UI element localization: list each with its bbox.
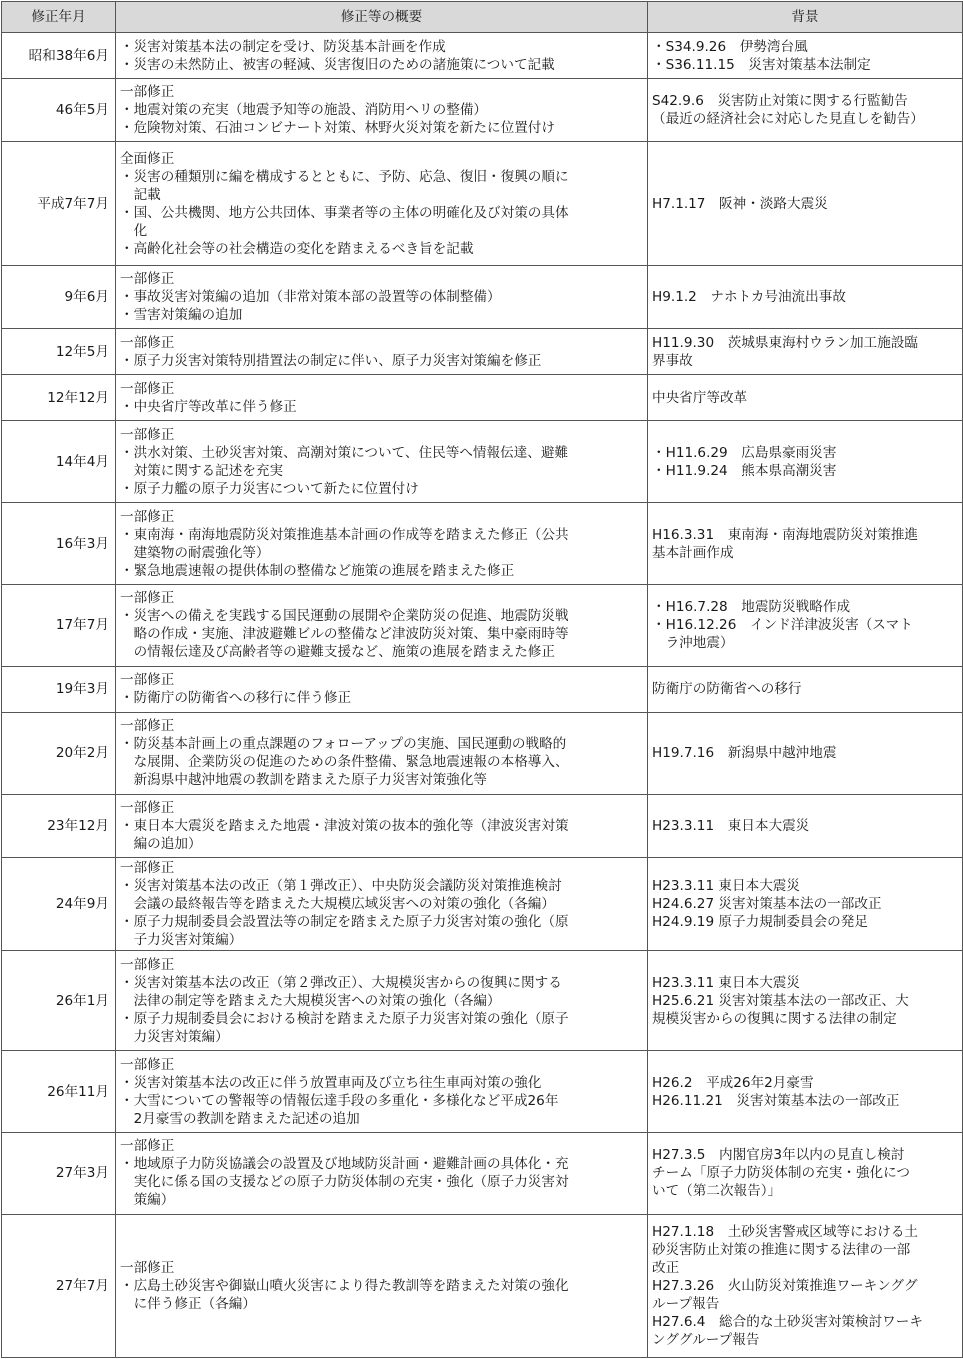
summary-cell bbox=[116, 794, 648, 857]
summary-line: 一部修正 bbox=[120, 334, 175, 351]
revision-date-cell: 9年6月 bbox=[2, 266, 116, 329]
background-line: H27.3.26 火山防災対策推進ワーキンググ bbox=[652, 1277, 918, 1294]
summary-line: ・広島土砂災害や御嶽山噴火災害により得た教訓等を踏まえた対策の強化 bbox=[120, 1277, 569, 1294]
background-line: ・S36.11.15 災害対策基本法制定 bbox=[652, 56, 871, 73]
summary-line: ・雪害対策編の追加 bbox=[120, 307, 243, 324]
background-line: ・S34.9.26 伊勢湾台風 bbox=[652, 38, 808, 55]
summary-line: ・国、公共機関、地方公共団体、事業者等の主体の明確化及び対策の具体 bbox=[120, 204, 569, 221]
background-line: いて（第二次報告）」 bbox=[652, 1183, 782, 1200]
background-line: H11.9.30 茨城県東海村ウラン加工施設臨 bbox=[652, 334, 919, 351]
summary-line: ・原子力災害対策特別措置法の制定に伴い、原子力災害対策編を修正 bbox=[120, 352, 542, 369]
background-line: 砂災害防止対策の推進に関する法律の一部 bbox=[652, 1241, 911, 1258]
summary-cell bbox=[116, 1051, 648, 1133]
header-row bbox=[2, 2, 963, 33]
summary-line: 法律の制定等を踏まえた大規模災害への対策の強化（各編） bbox=[120, 992, 501, 1009]
summary-line: 一部修正 bbox=[120, 859, 175, 876]
background-line: H7.1.17 阪神・淡路大震災 bbox=[652, 195, 828, 212]
summary-line: ・原子力規制委員会における検討を踏まえた原子力災害対策の強化（原子 bbox=[120, 1010, 569, 1027]
background-line: H24.6.27 災害対策基本法の一部改正 bbox=[652, 895, 882, 912]
table-row bbox=[2, 950, 963, 1050]
summary-line: 2月豪雪の教訓を踏まえた記述の追加 bbox=[120, 1110, 360, 1127]
revision-date-cell: 24年9月 bbox=[2, 857, 116, 950]
summary-cell bbox=[116, 266, 648, 329]
background-line: 規模災害からの復興に関する法律の制定 bbox=[652, 1010, 897, 1027]
summary-line: 一部修正 bbox=[120, 1259, 175, 1276]
summary-line: ・高齢化社会等の社会構造の変化を踏まえるべき旨を記載 bbox=[120, 240, 474, 257]
summary-cell bbox=[116, 666, 648, 712]
revision-date-cell: 26年11月 bbox=[2, 1051, 116, 1133]
summary-line: 子力災害対策編） bbox=[120, 931, 243, 948]
table-row bbox=[2, 1051, 963, 1133]
background-line: H25.6.21 災害対策基本法の一部改正、大 bbox=[652, 992, 909, 1009]
summary-line: 略の作成・実施、津波避難ビルの整備など津波防災対策、集中豪雨時等 bbox=[120, 626, 569, 643]
summary-line: ・大雪についての警報等の情報伝達手段の多重化・多様化など平成26年 bbox=[120, 1092, 559, 1109]
background-line: H27.1.18 土砂災害警戒区域等における土 bbox=[652, 1223, 919, 1240]
summary-cell bbox=[116, 585, 648, 667]
summary-line: ・地域原子力防災協議会の設置及び地域防災計画・避難計画の具体化・充 bbox=[120, 1156, 569, 1173]
table-row bbox=[2, 1214, 963, 1357]
summary-line: ・中央省庁等改革に伴う修正 bbox=[120, 398, 297, 415]
background-line: H23.3.11 東日本大震災 bbox=[652, 877, 800, 894]
summary-cell bbox=[116, 1214, 648, 1357]
background-cell bbox=[648, 1214, 963, 1357]
summary-line: 対策に関する記述を充実 bbox=[120, 462, 284, 479]
summary-line: 建築物の耐震強化等） bbox=[120, 544, 270, 561]
summary-cell bbox=[116, 79, 648, 142]
background-cell bbox=[648, 33, 963, 79]
revision-date-cell: 23年12月 bbox=[2, 794, 116, 857]
summary-line: 編の追加） bbox=[120, 835, 202, 852]
background-line: H19.7.16 新潟県中越沖地震 bbox=[652, 745, 837, 762]
table-row bbox=[2, 794, 963, 857]
table-row bbox=[2, 857, 963, 950]
revision-date-cell: 14年4月 bbox=[2, 421, 116, 503]
table-row bbox=[2, 266, 963, 329]
table-row bbox=[2, 79, 963, 142]
background-cell bbox=[648, 712, 963, 794]
revision-date-cell: 16年3月 bbox=[2, 503, 116, 585]
table-row bbox=[2, 585, 963, 667]
summary-line: ・災害の未然防止、被害の軽減、災害復旧のための諸施策について記載 bbox=[120, 56, 555, 73]
summary-line: ・危険物対策、石油コンビナート対策、林野火災対策を新たに位置付け bbox=[120, 120, 555, 137]
summary-cell bbox=[116, 712, 648, 794]
summary-line: ・洪水対策、土砂災害対策、高潮対策について、住民等へ情報伝達、避難 bbox=[120, 444, 569, 461]
background-line: ・H16.12.26 インド洋津波災害（スマト bbox=[652, 617, 913, 634]
header-revision-date: 修正年月 bbox=[2, 2, 116, 33]
revision-date-cell: 27年3月 bbox=[2, 1132, 116, 1214]
summary-line: ・防災基本計画上の重点課題のフォローアップの実施、国民運動の戦略的 bbox=[120, 736, 567, 753]
table-row bbox=[2, 142, 963, 266]
summary-cell bbox=[116, 33, 648, 79]
summary-line: ・防衛庁の防衛省への移行に伴う修正 bbox=[120, 690, 352, 707]
background-line: ループ報告 bbox=[652, 1295, 720, 1312]
background-cell bbox=[648, 503, 963, 585]
revision-date-cell: 26年1月 bbox=[2, 950, 116, 1050]
summary-line: ・災害への備えを実践する国民運動の展開や企業防災の促進、地震防災戦 bbox=[120, 608, 569, 625]
revision-date-cell: 46年5月 bbox=[2, 79, 116, 142]
summary-cell bbox=[116, 421, 648, 503]
background-line: ンググループ報告 bbox=[652, 1331, 760, 1348]
background-line: 中央省庁等改革 bbox=[652, 389, 748, 406]
summary-line: な展開、企業防災の促進のための条件整備、緊急地震速報の本格導入、 bbox=[120, 754, 569, 771]
background-line: H26.11.21 災害対策基本法の一部改正 bbox=[652, 1092, 900, 1109]
summary-line: 力災害対策編） bbox=[120, 1028, 229, 1045]
background-line: H16.3.31 東南海・南海地震防災対策推進 bbox=[652, 526, 919, 543]
background-cell bbox=[648, 666, 963, 712]
table-row bbox=[2, 503, 963, 585]
summary-line: 会議の最終報告等を踏まえた大規模広域災害への対策の強化（各編） bbox=[120, 895, 555, 912]
background-cell bbox=[648, 1132, 963, 1214]
background-line: チーム「原子力防災体制の充実・強化につ bbox=[652, 1165, 911, 1182]
background-line: 界事故 bbox=[652, 352, 693, 369]
revision-date-cell: 平成7年7月 bbox=[2, 142, 116, 266]
revision-date-cell: 20年2月 bbox=[2, 712, 116, 794]
summary-line: 一部修正 bbox=[120, 380, 175, 397]
summary-line: 実化に係る国の支援などの原子力防災体制の充実・強化（原子力災害対 bbox=[120, 1174, 569, 1191]
summary-line: ・災害対策基本法の改正（第１弾改正）、中央防災会議防災対策推進検討 bbox=[120, 877, 562, 894]
summary-line: ・東南海・南海地震防災対策推進基本計画の作成等を踏まえた修正（公共 bbox=[120, 526, 569, 543]
table-row bbox=[2, 712, 963, 794]
summary-line: ・災害対策基本法の改正（第２弾改正）、大規模災害からの復興に関する bbox=[120, 974, 562, 991]
summary-line: 策編） bbox=[120, 1192, 175, 1209]
summary-line: ・原子力艦の原子力災害について新たに位置付け bbox=[120, 480, 419, 497]
revision-date-cell: 12年5月 bbox=[2, 329, 116, 375]
background-line: （最近の経済社会に対応した見直しを勧告） bbox=[652, 111, 924, 128]
background-cell bbox=[648, 266, 963, 329]
summary-cell bbox=[116, 1132, 648, 1214]
summary-line: 一部修正 bbox=[120, 426, 175, 443]
background-cell bbox=[648, 857, 963, 950]
table-row bbox=[2, 421, 963, 503]
summary-line: ・緊急地震速報の提供体制の整備など施策の進展を踏まえた修正 bbox=[120, 562, 515, 579]
summary-line: 一部修正 bbox=[120, 1056, 175, 1073]
table-row bbox=[2, 33, 963, 79]
summary-line: 化 bbox=[120, 222, 148, 239]
background-line: ・H16.7.28 地震防災戦略作成 bbox=[652, 599, 851, 616]
background-line: H24.9.19 原子力規制委員会の発足 bbox=[652, 913, 868, 930]
background-line: ・H11.9.24 熊本県高潮災害 bbox=[652, 462, 837, 479]
summary-line: ・地震対策の充実（地震予知等の施設、消防用ヘリの整備） bbox=[120, 102, 488, 119]
revision-history-table bbox=[1, 1, 963, 1358]
summary-line: 一部修正 bbox=[120, 672, 175, 689]
table-row bbox=[2, 666, 963, 712]
table-row bbox=[2, 329, 963, 375]
background-cell bbox=[648, 585, 963, 667]
background-cell bbox=[648, 79, 963, 142]
table-body bbox=[2, 33, 963, 1358]
summary-line: ・災害対策基本法の制定を受け、防災基本計画を作成 bbox=[120, 38, 446, 55]
background-line: H26.2 平成26年2月豪雪 bbox=[652, 1074, 814, 1091]
background-line: ラ沖地震） bbox=[652, 635, 734, 652]
summary-line: 一部修正 bbox=[120, 590, 175, 607]
header-summary: 修正等の概要 bbox=[116, 2, 648, 33]
revision-date-cell: 19年3月 bbox=[2, 666, 116, 712]
summary-line: 一部修正 bbox=[120, 718, 175, 735]
summary-line: ・原子力規制委員会設置法等の制定を踏まえた原子力災害対策の強化（原 bbox=[120, 913, 569, 930]
header-background: 背景 bbox=[648, 2, 963, 33]
revision-date-cell: 27年7月 bbox=[2, 1214, 116, 1357]
summary-line: ・災害の種類別に編を構成するとともに、予防、応急、復旧・復興の順に bbox=[120, 168, 569, 185]
background-line: ・H11.6.29 広島県豪雨災害 bbox=[652, 444, 837, 461]
background-line: H23.3.11 東日本大震災 bbox=[652, 974, 800, 991]
summary-cell bbox=[116, 503, 648, 585]
background-cell bbox=[648, 421, 963, 503]
background-cell bbox=[648, 950, 963, 1050]
background-cell bbox=[648, 142, 963, 266]
background-line: H27.3.5 内閣官房3年以内の見直し検討 bbox=[652, 1147, 905, 1164]
background-line: H23.3.11 東日本大震災 bbox=[652, 817, 810, 834]
summary-line: 一部修正 bbox=[120, 799, 175, 816]
background-cell bbox=[648, 375, 963, 421]
background-cell bbox=[648, 794, 963, 857]
background-cell bbox=[648, 1051, 963, 1133]
summary-line: 新潟県中越沖地震の教訓を踏まえた原子力災害対策強化等 bbox=[120, 772, 488, 789]
summary-line: 一部修正 bbox=[120, 956, 175, 973]
summary-line: 記載 bbox=[120, 186, 161, 203]
background-line: H9.1.2 ナホトカ号油流出事故 bbox=[652, 289, 846, 306]
revision-date-cell: 12年12月 bbox=[2, 375, 116, 421]
summary-cell bbox=[116, 857, 648, 950]
summary-cell bbox=[116, 142, 648, 266]
summary-cell bbox=[116, 375, 648, 421]
summary-line: 一部修正 bbox=[120, 84, 175, 101]
summary-line: 一部修正 bbox=[120, 1138, 175, 1155]
background-line: H27.6.4 総合的な土砂災害対策検討ワーキ bbox=[652, 1313, 923, 1330]
summary-line: 一部修正 bbox=[120, 508, 175, 525]
summary-line: ・災害対策基本法の改正に伴う放置車両及び立ち往生車両対策の強化 bbox=[120, 1074, 542, 1091]
revision-date-cell: 昭和38年6月 bbox=[2, 33, 116, 79]
table-row bbox=[2, 375, 963, 421]
summary-line: 全面修正 bbox=[120, 150, 175, 167]
summary-line: に伴う修正（各編） bbox=[120, 1295, 256, 1312]
background-line: 基本計画作成 bbox=[652, 544, 734, 561]
background-line: 改正 bbox=[652, 1259, 680, 1276]
background-line: S42.9.6 災害防止対策に関する行監勧告 bbox=[652, 93, 908, 110]
revision-date-cell: 17年7月 bbox=[2, 585, 116, 667]
background-cell bbox=[648, 329, 963, 375]
summary-cell bbox=[116, 329, 648, 375]
summary-line: 一部修正 bbox=[120, 271, 175, 288]
summary-line: ・事故災害対策編の追加（非常対策本部の設置等の体制整備） bbox=[120, 289, 501, 306]
summary-cell bbox=[116, 950, 648, 1050]
background-line: 防衛庁の防衛省への移行 bbox=[652, 681, 802, 698]
table-row bbox=[2, 1132, 963, 1214]
summary-line: ・東日本大震災を踏まえた地震・津波対策の抜本的強化等（津波災害対策 bbox=[120, 817, 569, 834]
summary-line: の情報伝達及び高齢者等の避難支援など、施策の進展を踏まえた修正 bbox=[120, 644, 555, 661]
